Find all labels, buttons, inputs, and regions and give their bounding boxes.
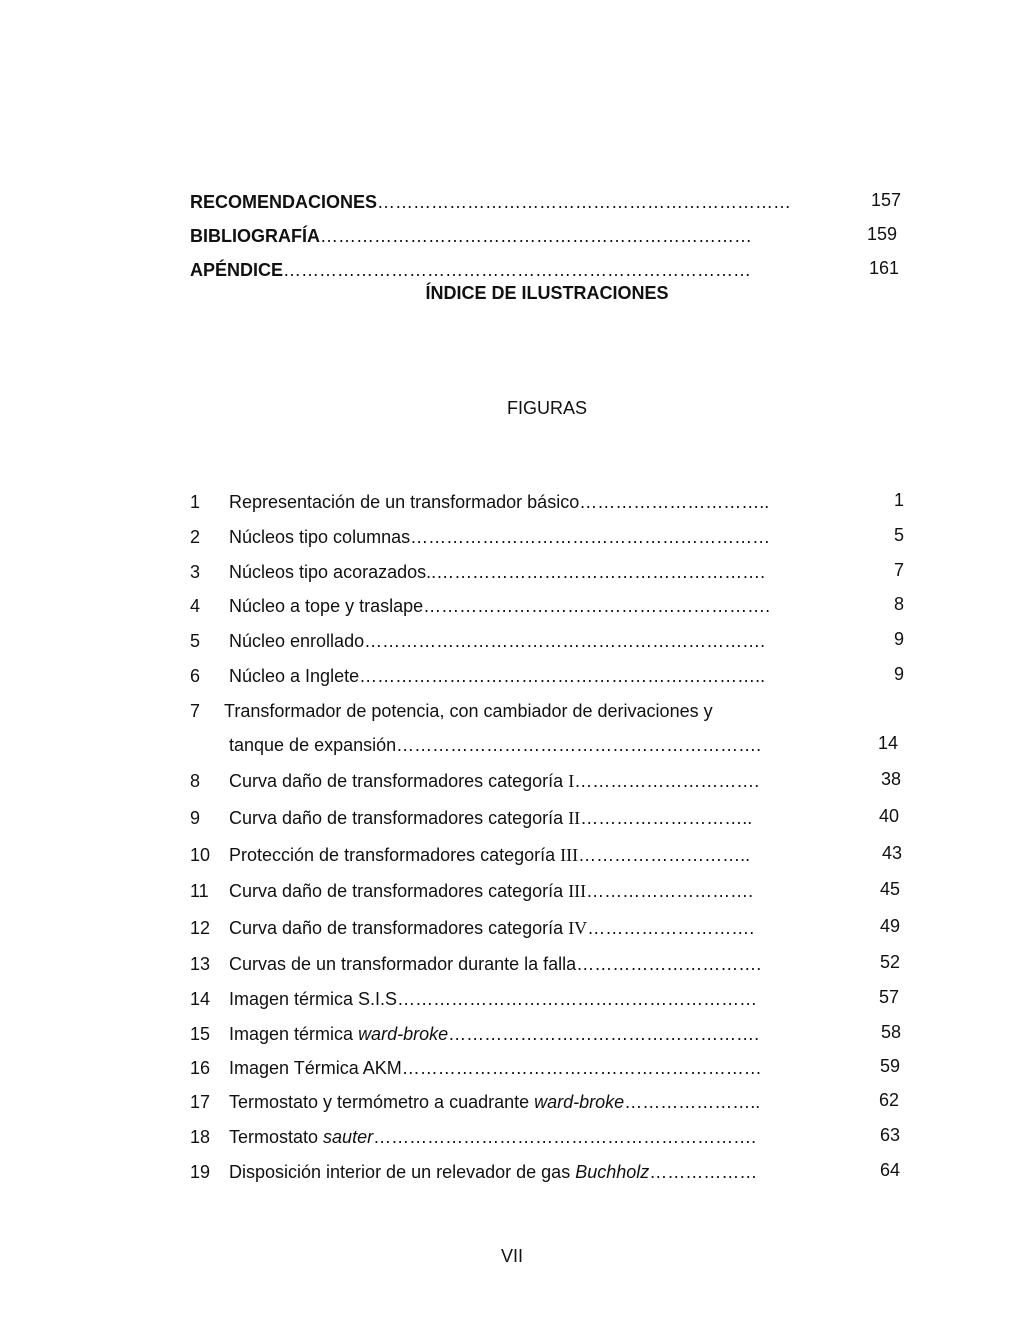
figure-title: Núcleo enrollado…………………………………………………………. <box>229 631 766 651</box>
figure-title: Transformador de potencia, con cambiador de derivaciones y <box>224 701 713 721</box>
figure-title: Núcleos tipo acorazados..………………………………………………. <box>229 562 766 582</box>
figure-page: 1 <box>894 490 905 510</box>
figure-title: tanque de expansión……………………………………………………. <box>229 735 762 755</box>
toc-entry-dots: …………………………………………………………………… <box>283 260 752 280</box>
figure-page: 43 <box>882 843 903 863</box>
figure-page: 7 <box>894 560 905 580</box>
figure-number: 10 <box>190 845 211 865</box>
figure-number: 12 <box>190 918 211 938</box>
figure-title: Núcleos tipo columnas…………………………………………………… <box>229 527 771 547</box>
toc-entry-dots: …………………………………………………………… <box>377 192 792 212</box>
toc-entry-page: 157 <box>871 190 902 210</box>
toc-entry-bibliografia <box>190 224 752 248</box>
figure-number: 15 <box>190 1024 211 1044</box>
figure-page: 8 <box>894 594 905 614</box>
figure-number: 18 <box>190 1127 211 1147</box>
figure-page: 5 <box>894 525 905 545</box>
toc-entry-recomendaciones <box>190 190 791 214</box>
figure-number: 13 <box>190 954 211 974</box>
figure-title: Curvas de un transformador durante la falla…………………………. <box>229 954 762 974</box>
figure-page: 9 <box>894 664 905 684</box>
figure-title: Termostato y termómetro a cuadrante ward-broke………………….. <box>229 1092 761 1112</box>
toc-entry-page: 161 <box>869 258 900 278</box>
figure-page: 63 <box>880 1125 901 1145</box>
figure-title: Termostato sauter………………………………………………………. <box>229 1127 757 1147</box>
figure-number: 1 <box>190 492 201 512</box>
figure-number: 19 <box>190 1162 211 1182</box>
figure-page: 59 <box>880 1056 901 1076</box>
toc-entry-label: APÉNDICE <box>190 260 284 280</box>
figure-number: 2 <box>190 527 201 547</box>
toc-entry-label: RECOMENDACIONES <box>190 192 378 212</box>
figure-number: 5 <box>190 631 201 651</box>
toc-entry-label: BIBLIOGRAFÍA <box>190 226 320 246</box>
figure-title: Imagen Térmica AKM…………………………………………………… <box>229 1058 762 1078</box>
index-title: ÍNDICE DE ILUSTRACIONES <box>425 283 669 303</box>
figure-title: Imagen térmica S.I.S…………………………………………………… <box>229 989 758 1009</box>
figure-page: 64 <box>880 1160 901 1180</box>
figure-title: Disposición interior de un relevador de gas Buchholz……………… <box>229 1162 758 1182</box>
figure-page: 62 <box>879 1090 900 1110</box>
figure-number: 16 <box>190 1058 211 1078</box>
figure-title: Protección de transformadores categoría III……………………….. <box>229 845 751 865</box>
figure-title: Representación de un transformador básico………………………….. <box>229 492 770 512</box>
figure-title: Curva daño de transformadores categoría III………………………. <box>229 881 754 901</box>
figure-number: 7 <box>190 701 201 721</box>
figure-title: Núcleo a Inglete………………………………………………………….. <box>229 666 766 686</box>
figure-title: Núcleo a tope y traslape…………………………………………………. <box>229 596 771 616</box>
figure-title: Curva daño de transformadores categoría I…………………………. <box>229 771 760 791</box>
figure-number: 6 <box>190 666 201 686</box>
figure-number: 3 <box>190 562 201 582</box>
figure-page: 58 <box>881 1022 902 1042</box>
figure-page: 57 <box>879 987 900 1007</box>
figure-title: Curva daño de transformadores categoría IV………………………. <box>229 918 755 938</box>
figure-title: Curva daño de transformadores categoría II……………………….. <box>229 808 753 828</box>
toc-entry-dots: ……………………………………………………………… <box>320 226 752 246</box>
figure-number: 14 <box>190 989 211 1009</box>
figure-number: 4 <box>190 596 201 616</box>
section-title: FIGURAS <box>506 398 587 418</box>
figure-page: 52 <box>880 952 901 972</box>
page-number-footer: VII <box>500 1246 523 1266</box>
figure-page: 49 <box>880 916 901 936</box>
figure-page: 14 <box>878 733 899 753</box>
figure-page: 45 <box>880 879 901 899</box>
toc-entry-page: 159 <box>867 224 898 244</box>
toc-entry-apendice <box>190 258 751 282</box>
figure-number: 8 <box>190 771 201 791</box>
figure-page: 40 <box>879 806 900 826</box>
figure-number: 9 <box>190 808 201 828</box>
figure-number: 17 <box>190 1092 211 1112</box>
figure-number: 11 <box>190 881 209 901</box>
figure-page: 9 <box>894 629 905 649</box>
figure-page: 38 <box>881 769 902 789</box>
figure-title: Imagen térmica ward-broke……………………………………………. <box>229 1024 760 1044</box>
